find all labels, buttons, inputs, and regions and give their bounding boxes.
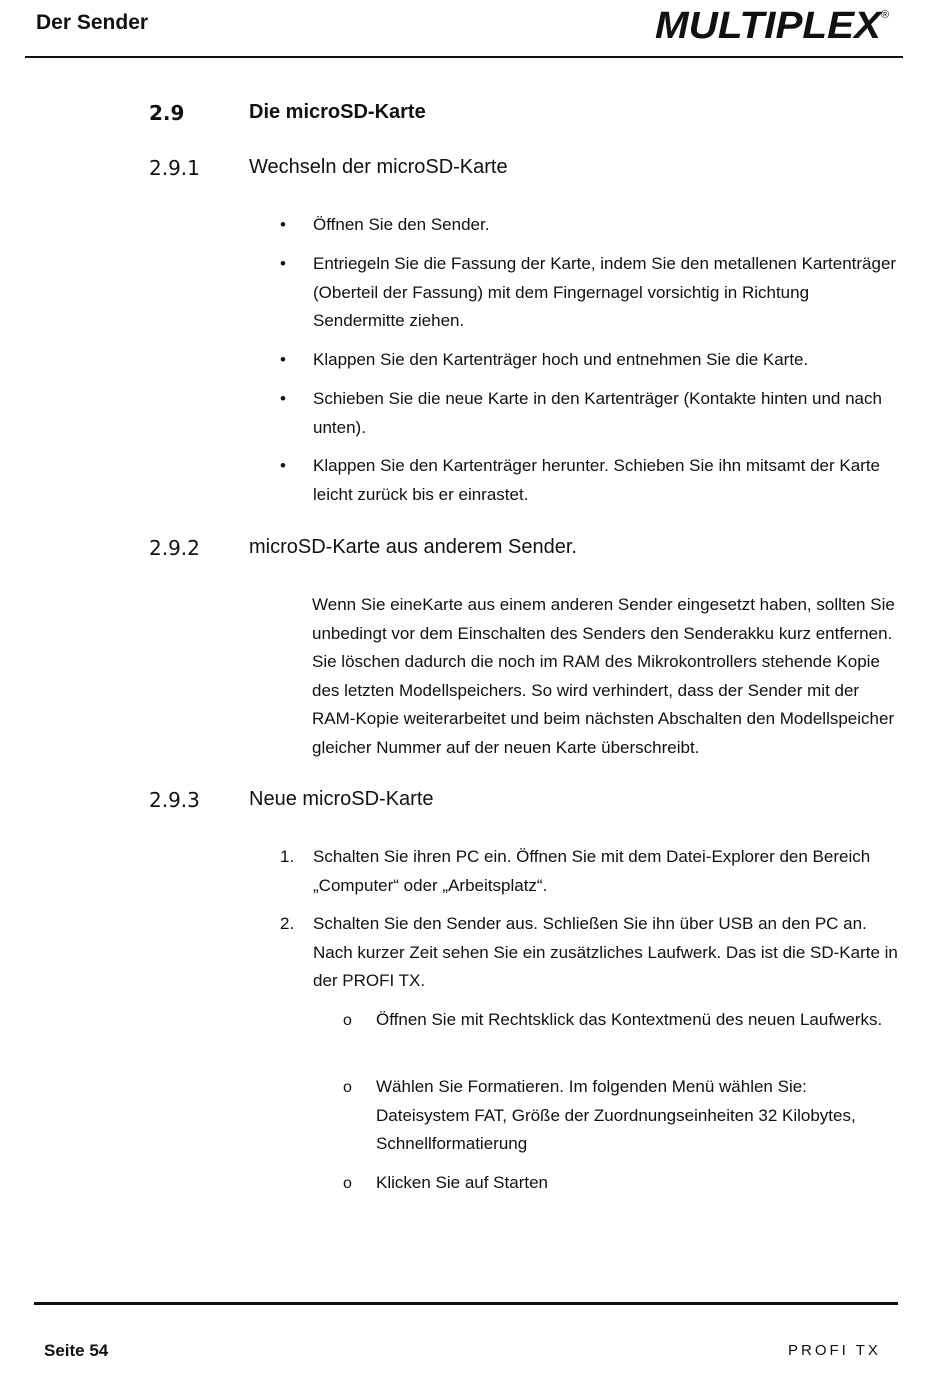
bullet-marker: • bbox=[280, 350, 286, 369]
bullet-marker: • bbox=[280, 215, 286, 234]
header-divider bbox=[25, 56, 903, 58]
list-item: Schalten Sie ihren PC ein. Öffnen Sie mit dem Datei-Explorer den Bereich „Computer“ oder „Arbeitsplatz“. bbox=[313, 847, 871, 895]
multiplex-logo bbox=[655, 4, 895, 46]
sub-bullet-marker: o bbox=[343, 1175, 352, 1192]
list-item: Klappen Sie den Kartenträger herunter. Schieben Sie ihn mitsamt der Karte leicht zurück bis er einrastet. bbox=[313, 456, 881, 504]
list-item: Schieben Sie die neue Karte in den Kartenträger (Kontakte hinten und nach unten). bbox=[313, 389, 882, 437]
product-name: PROFI TX bbox=[788, 1342, 881, 1359]
subsection-1-title: Wechseln der microSD-Karte bbox=[249, 156, 508, 178]
subsection-3-title: Neue microSD-Karte bbox=[249, 788, 434, 810]
logo-text: MULTIPLEX bbox=[655, 5, 884, 46]
page-number: Seite 54 bbox=[44, 1341, 109, 1360]
footer-divider bbox=[34, 1302, 898, 1305]
list-item: Öffnen Sie den Sender. bbox=[313, 215, 490, 234]
list-item: Wählen Sie Formatieren. Im folgenden Menü wählen Sie: Dateisystem FAT, Größe der Zuordnungseinheiten 32 Kilobytes, Schnellformatierung bbox=[376, 1077, 856, 1153]
list-item: Klappen Sie den Kartenträger hoch und entnehmen Sie die Karte. bbox=[313, 350, 809, 369]
list-item: Klicken Sie auf Starten bbox=[376, 1173, 548, 1192]
step-number: 2. bbox=[280, 914, 295, 933]
bullet-marker: • bbox=[280, 389, 286, 408]
list-item: Öffnen Sie mit Rechtsklick das Kontextmenü des neuen Laufwerks. bbox=[376, 1010, 883, 1029]
section-title: Die microSD-Karte bbox=[249, 101, 426, 123]
header-title: Der Sender bbox=[36, 11, 149, 34]
step-number: 1. bbox=[280, 847, 295, 866]
subsection-2-paragraph: Wenn Sie eineKarte aus einem anderen Sender eingesetzt haben, sollten Sie unbedingt vor dem Einschalten des Senders den Senderakku kurz entfernen. Sie löschen dadurch die noch im RAM des Mikrokontrollers stehende Kopie des letzten Modellspeichers. So wird verhindert, dass der Sender mit der RAM-Kopie weiterarbeitet und beim nächsten Abschalten den Modellspeicher gleicher Nummer auf der neuen Karte überschreibt. bbox=[312, 595, 895, 757]
subsection-2-number: 2.9.2 bbox=[149, 536, 200, 560]
logo-registered-mark: ® bbox=[881, 9, 890, 21]
bullet-marker: • bbox=[280, 456, 286, 475]
list-item: Entriegeln Sie die Fassung der Karte, indem Sie den metallenen Kartenträger (Oberteil der Fassung) mit dem Fingernagel vorsichtig in Richtung Sendermitte ziehen. bbox=[313, 254, 897, 330]
subsection-3-number: 2.9.3 bbox=[149, 788, 200, 812]
section-number: 2.9 bbox=[149, 101, 185, 125]
list-item: Schalten Sie den Sender aus. Schließen Sie ihn über USB an den PC an. Nach kurzer Zeit sehen Sie ein zusätzliches Laufwerk. Das ist die SD-Karte in der PROFI TX. bbox=[313, 914, 898, 990]
subsection-1-number: 2.9.1 bbox=[149, 156, 200, 180]
sub-bullet-marker: o bbox=[343, 1079, 352, 1096]
bullet-marker: • bbox=[280, 254, 286, 273]
subsection-2-title: microSD-Karte aus anderem Sender. bbox=[249, 536, 577, 558]
sub-bullet-marker: o bbox=[343, 1012, 352, 1029]
